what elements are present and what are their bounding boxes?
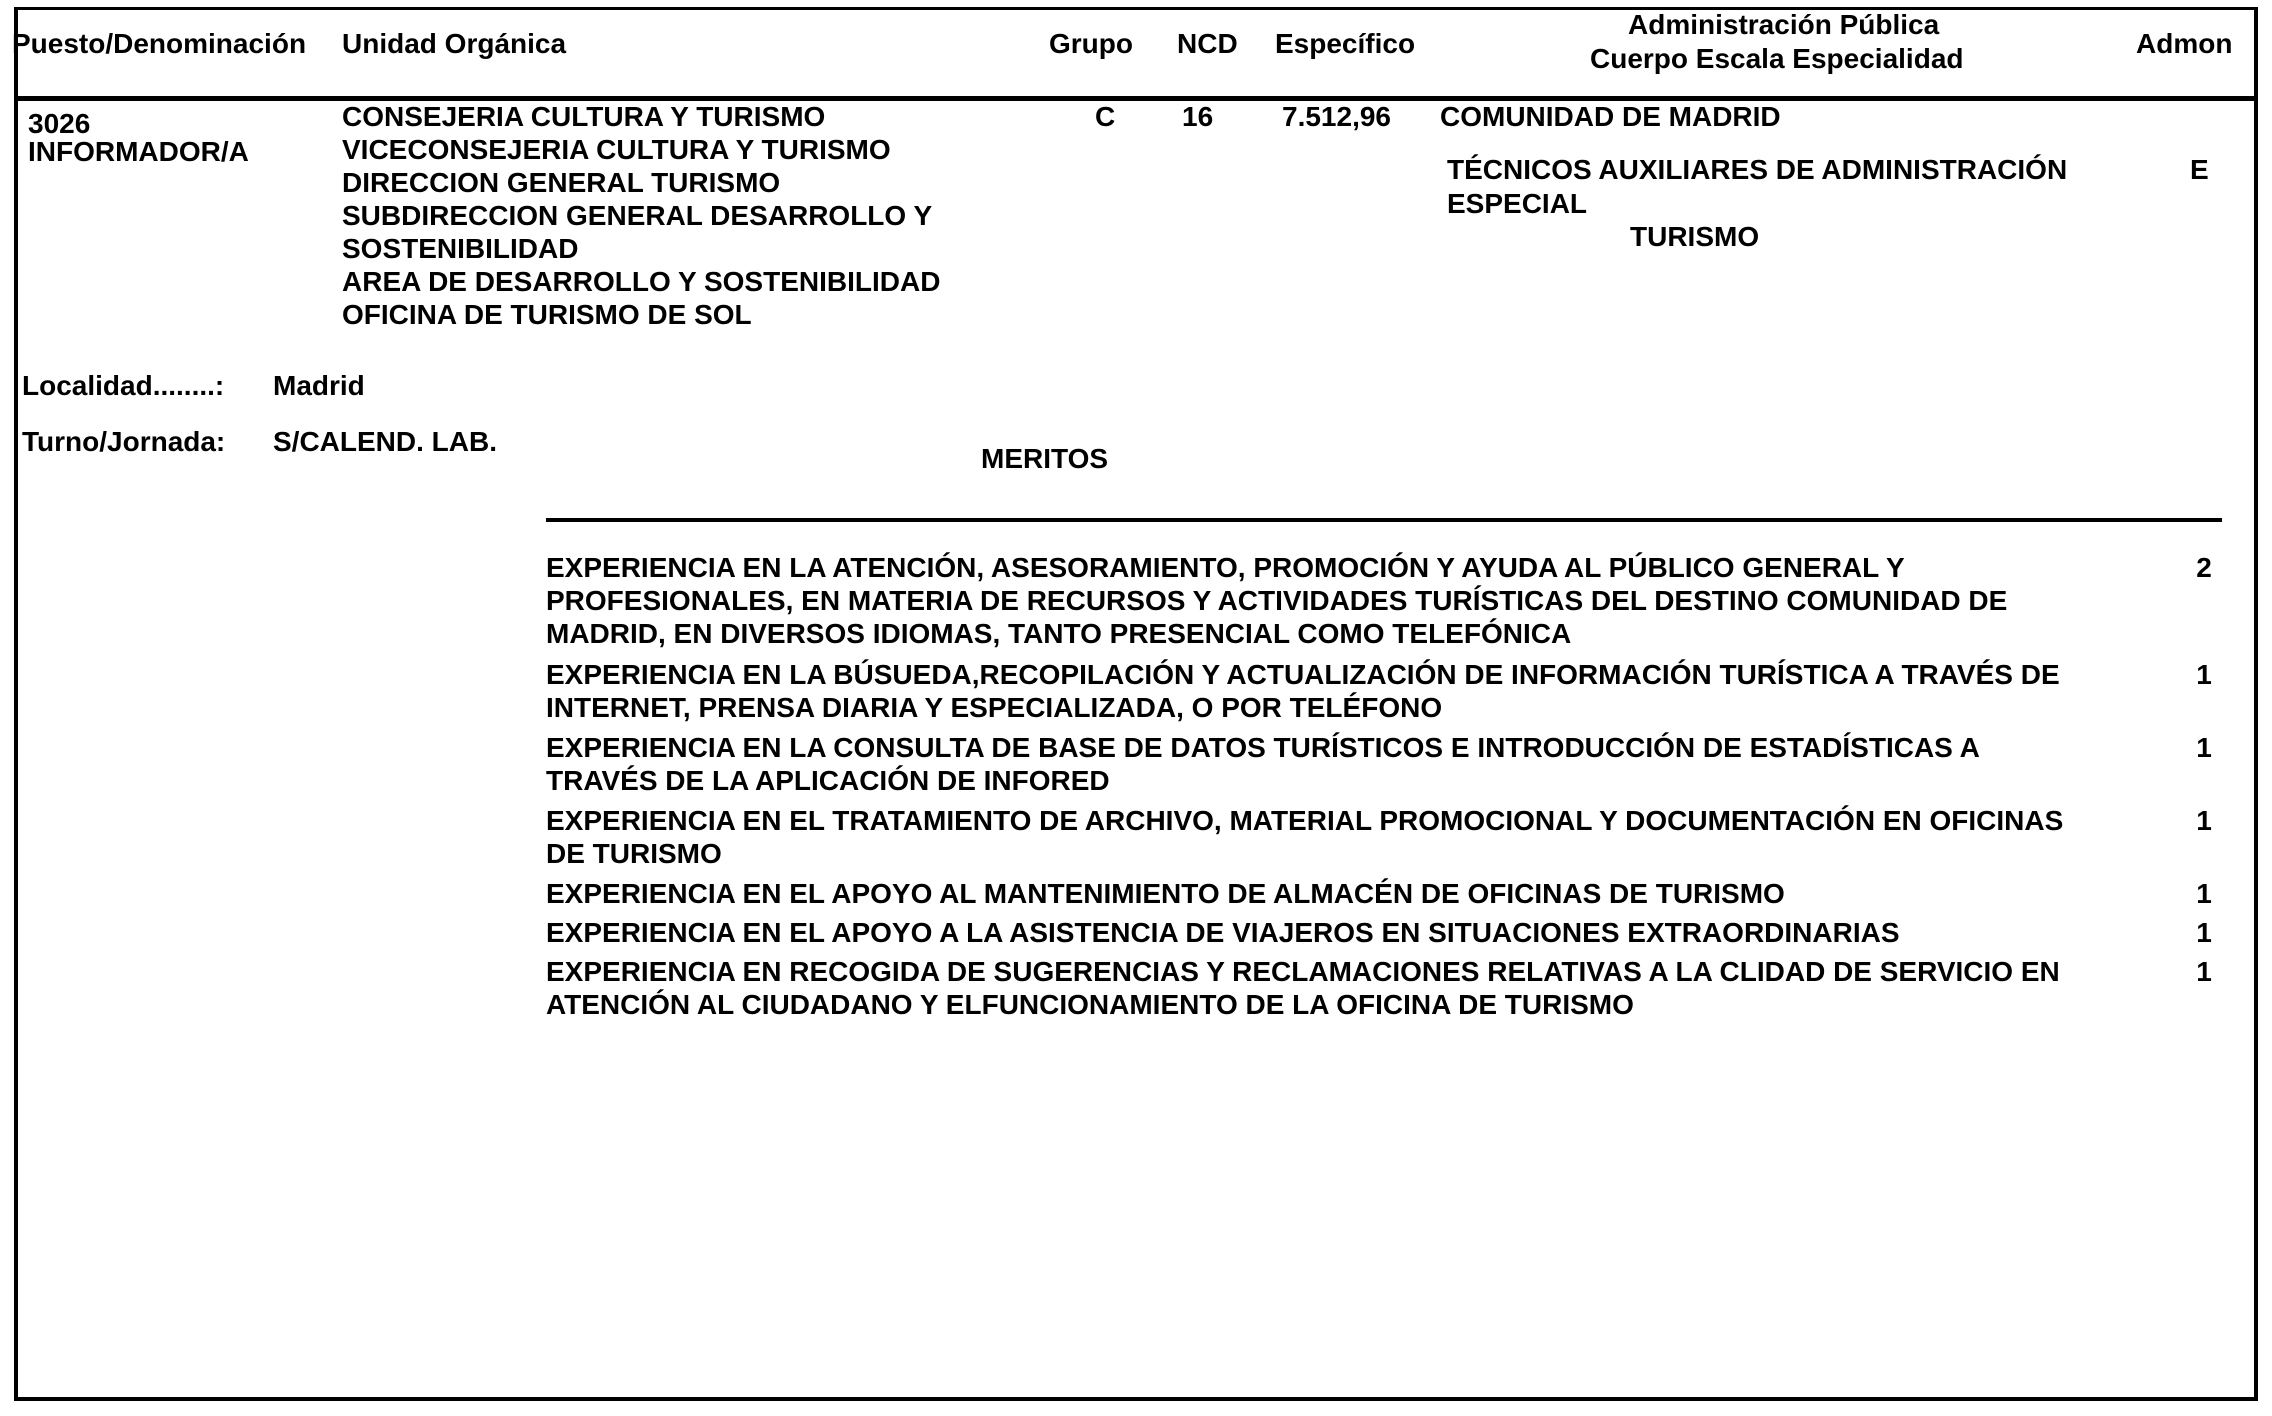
unidad-line: SOSTENIBILIDAD [342,233,579,264]
merito-points: 1 [2196,805,2212,836]
header-admon: Admon [2136,28,2233,59]
header-especifico: Específico [1275,28,1416,59]
header-grupo: Grupo [1049,28,1133,59]
merito-points: 1 [2196,956,2212,987]
unidad-line: OFICINA DE TURISMO DE SOL [342,299,752,330]
admin-entidad: COMUNIDAD DE MADRID [1440,101,1781,132]
unidad-line: VICECONSEJERIA CULTURA Y TURISMO [342,134,891,165]
especifico-value: 7.512,96 [1282,101,1391,132]
unidad-line: CONSEJERIA CULTURA Y TURISMO [342,101,826,132]
merito-text: EXPERIENCIA EN EL APOYO AL MANTENIMIENTO DE ALMACÉN DE OFICINAS DE TURISMO [546,878,1785,909]
header-ncd: NCD [1177,28,1238,59]
turno-label: Turno/Jornada: [22,426,226,457]
turno-value: S/CALEND. LAB. [273,426,497,457]
admin-cuerpo-line1: TÉCNICOS AUXILIARES DE ADMINISTRACIÓN [1447,154,2068,185]
grupo-value: C [1095,101,1116,132]
admin-especialidad: TURISMO [1630,221,1760,252]
header-cuerpo-escala: Cuerpo Escala Especialidad [1590,43,1964,74]
unidad-line: AREA DE DESARROLLO Y SOSTENIBILIDAD [342,266,941,297]
merito-points: 1 [2196,917,2212,948]
merito-text: EXPERIENCIA EN LA ATENCIÓN, ASESORAMIENTO, PROMOCIÓN Y AYUDA AL PÚBLICO GENERAL Y PROFESIONALES, EN MATERIA DE RECURSOS Y ACTIVIDADES TURÍSTICAS DEL DESTINO COMUNIDAD DE MADRID, EN DIVERSOS IDIOMAS, TANTO PRESENCIAL COMO TELEFÓNICA [546,552,2008,649]
meritos-title: MERITOS [981,443,1109,474]
admin-cuerpo-line2: ESPECIAL [1447,188,1588,219]
merito-points: 1 [2196,878,2212,909]
meritos-rule [546,518,2222,522]
merito-text: EXPERIENCIA EN EL APOYO A LA ASISTENCIA DE VIAJEROS EN SITUACIONES EXTRAORDINARIAS [546,917,1900,948]
localidad-value: Madrid [273,370,365,401]
header-admin-publica: Administración Pública [1628,9,1940,40]
header-puesto: Puesto/Denominación [12,28,307,59]
puesto-codigo: 3026 [28,108,91,139]
ncd-value: 16 [1182,101,1214,132]
merito-text: EXPERIENCIA EN EL TRATAMIENTO DE ARCHIVO, MATERIAL PROMOCIONAL Y DOCUMENTACIÓN EN OFICINAS DE TURISMO [546,805,2064,869]
merito-text: EXPERIENCIA EN LA BÚSUEDA,RECOPILACIÓN Y ACTUALIZACIÓN DE INFORMACIÓN TURÍSTICA A TRAVÉS DE INTERNET, PRENSA DIARIA Y ESPECIALIZADA, O POR TELÉFONO [546,659,2060,723]
merito-points: 2 [2196,552,2212,583]
unidad-organica-block [342,100,940,331]
puesto-block [28,110,249,166]
merito-points: 1 [2196,659,2212,690]
merito-text: EXPERIENCIA EN LA CONSULTA DE BASE DE DATOS TURÍSTICOS E INTRODUCCIÓN DE ESTADÍSTICAS A TRAVÉS DE LA APLICACIÓN DE INFORED [546,732,1979,796]
localidad-label: Localidad........: [22,370,225,401]
puesto-denominacion: INFORMADOR/A [28,136,249,167]
admon-value: E [2190,154,2209,185]
header-unidad: Unidad Orgánica [342,28,567,59]
merito-points: 1 [2196,732,2212,763]
unidad-line: SUBDIRECCION GENERAL DESARROLLO Y [342,200,933,231]
merito-text: EXPERIENCIA EN RECOGIDA DE SUGERENCIAS Y RECLAMACIONES RELATIVAS A LA CLIDAD DE SERVICIO EN ATENCIÓN AL CIUDADANO Y ELFUNCIONAMIENTO DE LA OFICINA DE TURISMO [546,956,2060,1020]
unidad-line: DIRECCION GENERAL TURISMO [342,167,781,198]
